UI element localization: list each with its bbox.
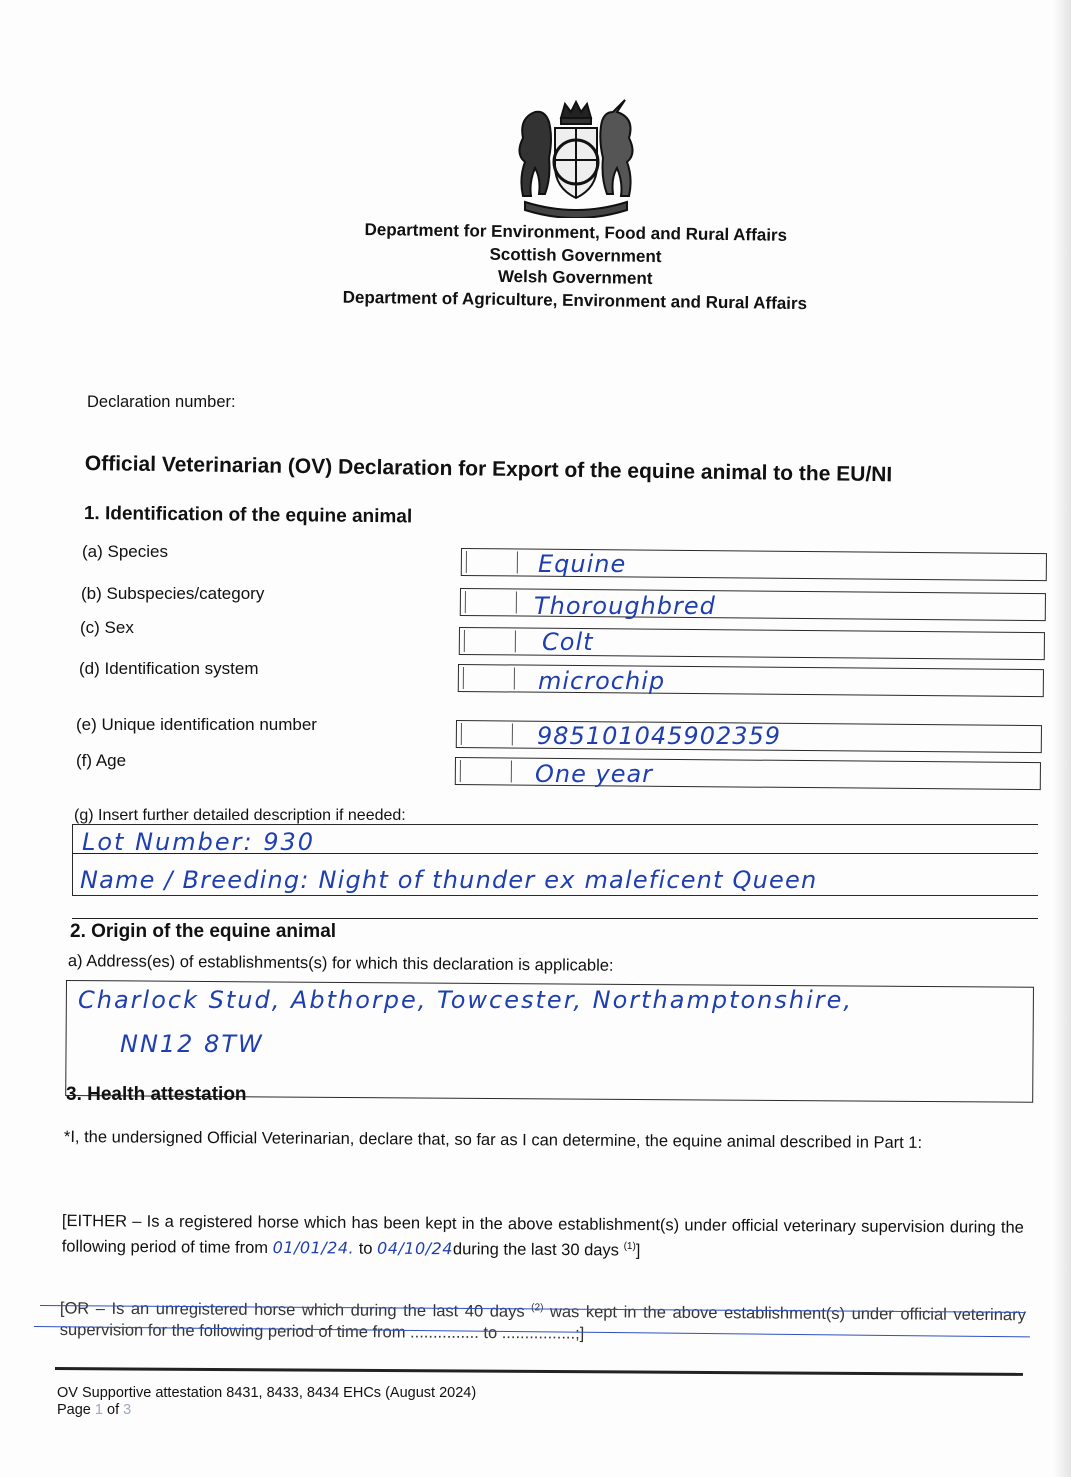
department-name: Welsh Government [497,266,653,288]
species-value: Equine [538,550,627,578]
either-text-2: during the last 30 days [452,1240,620,1260]
page-current: 1 [94,1402,103,1418]
field-label-sex: (c) Sex [80,618,134,637]
address-label: a) Address(es) of establishments(s) for which this declaration is applicable: [67,952,614,975]
field-label-subspecies: (b) Subspecies/category [81,584,265,603]
field-label-age: (f) Age [76,751,127,770]
page-total: 3 [123,1402,132,1418]
department-name: Department of Agriculture, Environment and Rural Affairs [342,287,808,313]
scan-edge-shadow [1053,0,1071,1477]
department-name: Scottish Government [489,244,662,266]
sex-value: Colt [542,628,594,656]
attestation-intro: *I, the undersigned Official Veterinarian, declare that, so far as I can determine, the equine animal described in Part 1: [63,1128,923,1152]
footer-attestation: OV Supportive attestation 8431, 8433, 8434 EHCs (August 2024) [57,1385,477,1401]
footer [57,1385,476,1419]
page-prefix: Page [57,1402,91,1418]
section-2-heading: 2. Origin of the equine animal [70,921,337,942]
either-statement [62,1211,1024,1264]
address-line-1: Charlock Stud, Abthorpe, Towcester, Northamptonshire, [78,986,854,1014]
either-end: ] [635,1241,641,1260]
subspecies-value: Thoroughbred [534,592,716,620]
either-to: to [358,1239,373,1258]
further-description-line-2: Name / Breeding: Night of thunder ex maleficent Queen [80,866,818,894]
either-text: [EITHER – Is a registered horse which has been kept in the above establishment(s) under official veterinary supervision during the following period of time from [61,1212,1024,1257]
field-label-id-system: (d) Identification system [79,659,259,678]
divider [72,918,1038,919]
section-3-heading: 3. Health attestation [66,1084,247,1105]
page-of: of [107,1402,120,1418]
royal-coat-of-arms-icon [505,98,647,218]
or-statement-struck [60,1294,1026,1347]
footnote-1: (1) [623,1240,636,1253]
footer-rule [55,1367,1023,1376]
further-description-label: (g) Insert further detailed description if needed: [74,807,406,824]
date-to-value[interactable]: 04/10/24 [377,1238,454,1259]
department-names [295,218,856,316]
age-value: One year [535,760,654,788]
page-number [57,1402,476,1419]
field-label-unique-id: (e) Unique identification number [76,715,317,734]
field-label-species: (a) Species [82,542,168,561]
id-system-value: microchip [538,667,666,695]
section-1-heading: 1. Identification of the equine animal [83,503,413,528]
page-title: Official Veterinarian (OV) Declaration for Export of the equine animal to the EU/NI [84,452,893,487]
or-text-2: was kept in the above establishment(s) under official veterinary supervision for the following period of time from ............... to ................;] [59,1302,1026,1343]
declaration-number-label: Declaration number: [87,393,236,411]
further-description-line-1: Lot Number: 930 [82,828,316,856]
unique-id-value: 985101045902359 [537,722,782,750]
date-from-value[interactable]: 01/01/24. [272,1237,355,1258]
footnote-2: (2) [531,1302,544,1314]
department-name: Department for Environment, Food and Rural Affairs [364,219,788,245]
or-text: [OR – Is an unregistered horse which during the last 40 days [59,1299,525,1321]
address-line-2: NN12 8TW [120,1030,264,1058]
